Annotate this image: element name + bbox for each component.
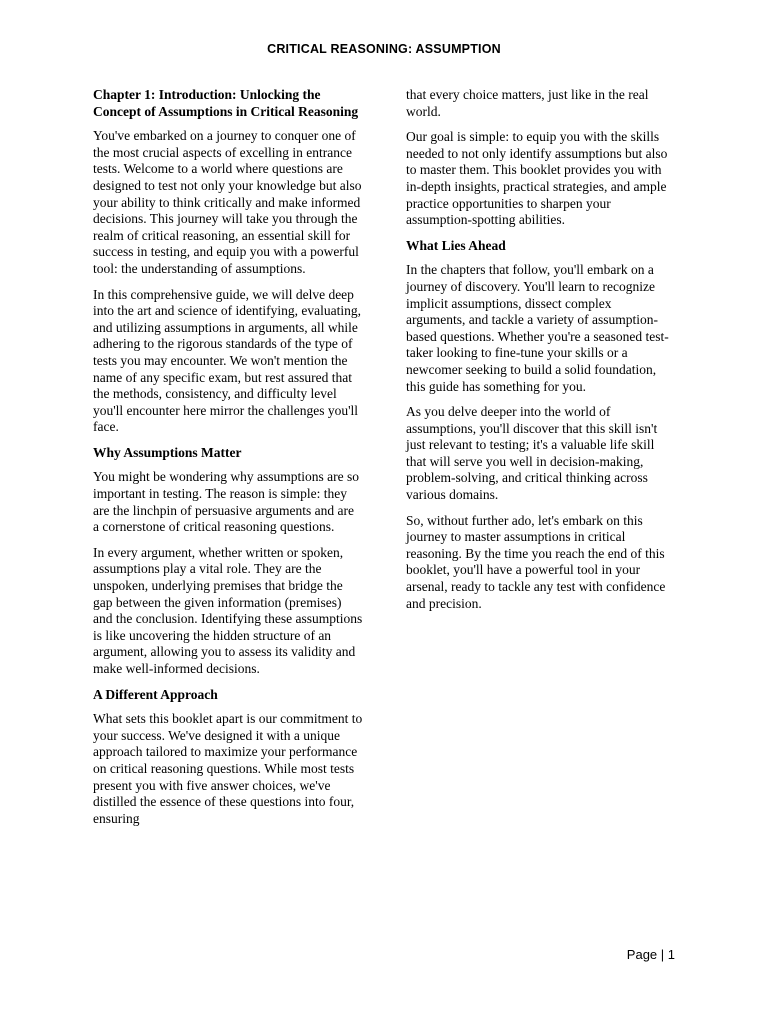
intro-paragraph-2: In this comprehensive guide, we will delve deep into the art and science of identifying, evaluating, and utilizing assumptions in arguments, all while adhering to the rigorous standards of the type of tests you may encounter. We won't mention the name of any specific exam, but rest assured that the methods, consistency, and difficulty level you'll encounter here mirror the challenges you'll face.: [93, 286, 362, 435]
goal-paragraph: Our goal is simple: to equip you with the skills needed to not only identify assumptions but also to master them. This booklet provides you with in-depth insights, practical strategies, and ample practice opportunities to sharpen your assumption-spotting abilities.: [406, 129, 668, 228]
different-paragraph-1: What sets this booklet apart is our commitment to your success. We've designed it with a unique approach tailored to maximize your performance on critical reasoning questions. While most tests present you with five answer choices, we've distilled the essence of these questions into four, ensuring: [93, 711, 363, 826]
ahead-paragraph-2: As you delve deeper into the world of assumptions, you'll discover that this skill isn't just relevant to testing; it's a valuable life skill that will serve you well in decision-making, problem-solving, and critical thinking across various domains.: [406, 404, 658, 503]
why-paragraph-1: You might be wondering why assumptions are so important in testing. The reason is simple: they are the linchpin of persuasive arguments and are a cornerstone of critical reasoning questions.: [93, 469, 359, 535]
intro-paragraph-1: You've embarked on a journey to conquer one of the most crucial aspects of excelling in entrance tests. Welcome to a world where questions are designed to test not only your knowledge but also your ability to think critically and make informed decisions. This journey will take you through the realm of critical reasoning, an essential skill for success in testing, and equip you with a powerful tool: the understanding of assumptions.: [93, 128, 362, 276]
page-number: Page | 1: [626, 947, 675, 962]
page-header-title: CRITICAL REASONING: ASSUMPTION: [267, 42, 501, 56]
section-heading-why: Why Assumptions Matter: [93, 444, 242, 460]
chapter-heading: Chapter 1: Introduction: Unlocking the Concept of Assumptions in Critical Reasoning: [93, 87, 359, 119]
right-column: [406, 87, 674, 621]
ahead-paragraph-1: In the chapters that follow, you'll embark on a journey of discovery. You'll learn to recognize implicit assumptions, dissect complex arguments, and tackle a variety of assumption-based questions. Whether you're a seasoned test-taker looking to fine-tune your skills or a newcomer seeking to build a solid foundation, this guide has something for you.: [406, 262, 669, 394]
why-paragraph-2: In every argument, whether written or spoken, assumptions play a vital role. They are the unspoken, underlying premises that bridge the gap between the given information (premises) and the conclusion. Identifying these assumptions is like uncovering the hidden structure of an argument, allowing you to assess its validity and make well-informed decisions.: [93, 544, 363, 676]
continued-paragraph: that every choice matters, just like in the real world.: [406, 87, 649, 119]
ahead-paragraph-3: So, without further ado, let's embark on this journey to master assumptions in critical reasoning. By the time you reach the end of this booklet, you'll have a powerful tool in your arsenal, ready to tackle any test with confidence and precision.: [406, 512, 666, 611]
section-heading-ahead: What Lies Ahead: [406, 237, 506, 253]
left-column: [93, 87, 363, 836]
section-heading-different: A Different Approach: [93, 686, 218, 702]
